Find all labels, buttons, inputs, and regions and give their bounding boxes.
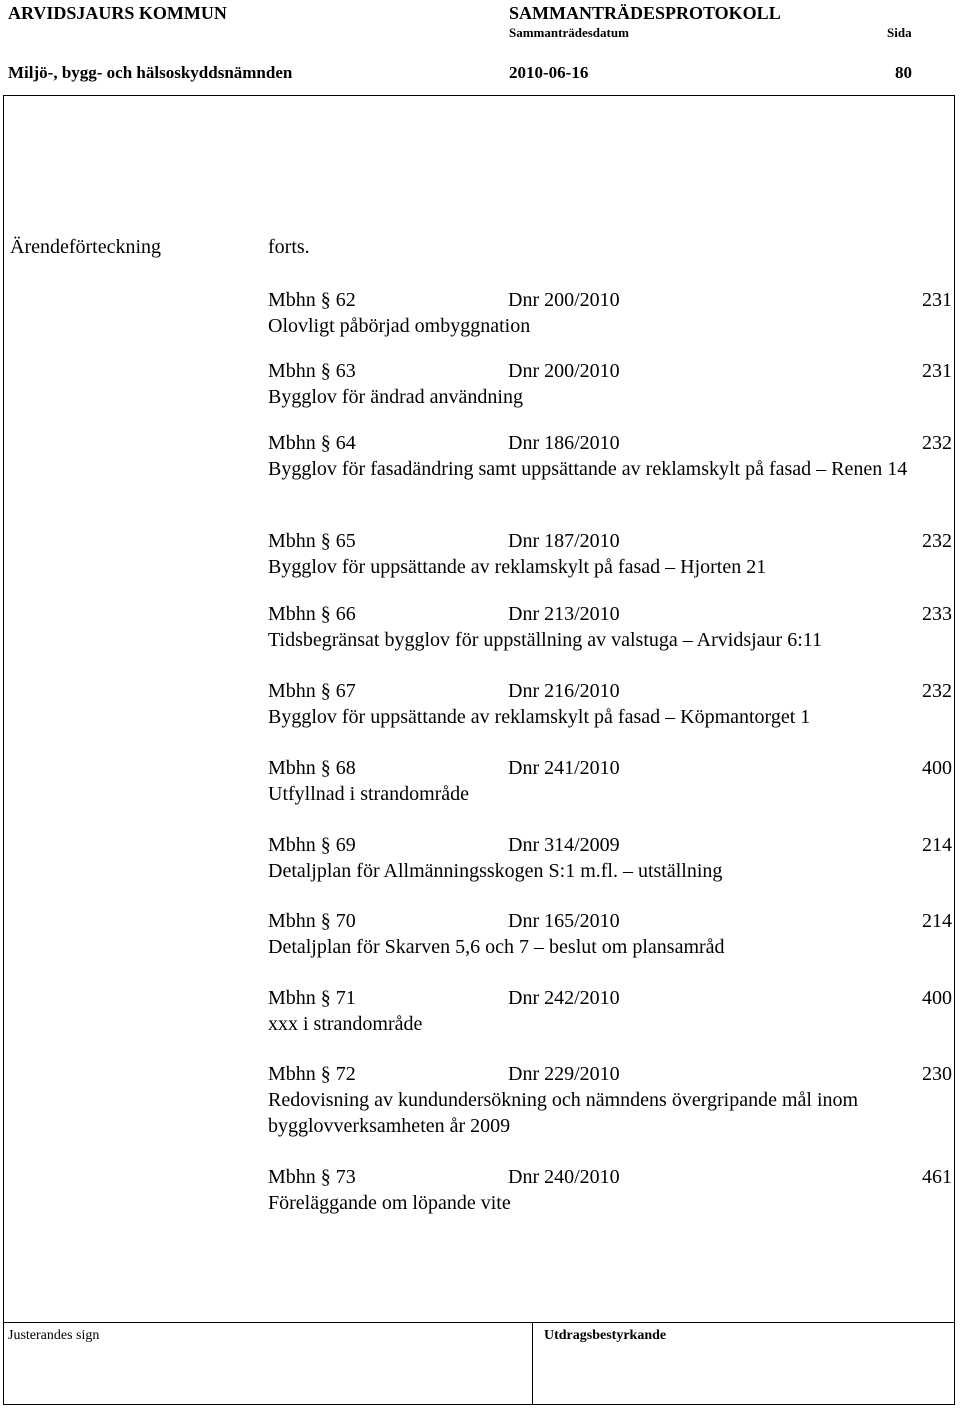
- meeting-date: 2010-06-16: [509, 63, 589, 82]
- entry-reference-row: [268, 832, 952, 858]
- footer-divider: [3, 1322, 955, 1323]
- entry-section-number: Mbhn § 71: [268, 987, 356, 1009]
- list-item: [268, 908, 952, 960]
- entry-section-number: Mbhn § 66: [268, 603, 356, 625]
- entry-diary-number: Dnr 229/2010: [508, 1063, 620, 1085]
- date-label: Sammanträdesdatum: [509, 25, 629, 40]
- entry-diary-number: Dnr 216/2010: [508, 680, 620, 702]
- list-item: [268, 528, 952, 580]
- index-title: Ärendeförteckning: [10, 236, 162, 258]
- entry-section-number: Mbhn § 62: [268, 289, 356, 311]
- entry-description: Redovisning av kundundersökning och nämndens övergripande mål inom bygglovverksamheten år 2009: [268, 1089, 859, 1137]
- entry-reference-row: [268, 601, 952, 627]
- entry-description: Utfyllnad i strandområde: [268, 783, 470, 805]
- entry-code: 214: [922, 834, 952, 856]
- entry-code: 461: [922, 1166, 952, 1188]
- entry-description: Olovligt påbörjad ombyggnation: [268, 315, 531, 337]
- entry-diary-number: Dnr 187/2010: [508, 530, 620, 552]
- adjuster-sign-label: Justerandes sign: [8, 1328, 100, 1343]
- list-item: [268, 1164, 952, 1216]
- entry-section-number: Mbhn § 69: [268, 834, 356, 856]
- entry-reference-row: [268, 1061, 952, 1087]
- entry-reference-row: [268, 528, 952, 554]
- list-item: [268, 985, 952, 1037]
- list-item: [268, 678, 952, 730]
- page-number: 80: [895, 63, 912, 82]
- entry-code: 232: [922, 530, 952, 552]
- document-type: SAMMANTRÄDESPROTOKOLL: [509, 3, 781, 23]
- entry-section-number: Mbhn § 72: [268, 1063, 356, 1085]
- entry-diary-number: Dnr 242/2010: [508, 987, 620, 1009]
- list-item: [268, 430, 952, 482]
- list-item: [268, 755, 952, 807]
- entry-reference-row: [268, 678, 952, 704]
- entry-description: Bygglov för ändrad användning: [268, 386, 523, 408]
- list-item: [268, 601, 952, 653]
- continued-label: forts.: [268, 236, 310, 258]
- committee-name: Miljö-, bygg- och hälsoskyddsnämnden: [8, 63, 293, 82]
- entry-section-number: Mbhn § 64: [268, 432, 356, 454]
- page-label: Sida: [887, 25, 912, 40]
- entry-code: 230: [922, 1063, 952, 1085]
- entry-reference-row: [268, 358, 952, 384]
- entry-code: 400: [922, 757, 952, 779]
- entry-reference-row: [268, 985, 952, 1011]
- list-item: [268, 832, 952, 884]
- entry-description: Bygglov för fasadändring samt uppsättande av reklamskylt på fasad – Renen 14: [268, 458, 908, 480]
- entry-code: 400: [922, 987, 952, 1009]
- entry-code: 232: [922, 680, 952, 702]
- entry-section-number: Mbhn § 73: [268, 1166, 356, 1188]
- entry-reference-row: [268, 287, 952, 313]
- entry-diary-number: Dnr 240/2010: [508, 1166, 620, 1188]
- entry-code: 232: [922, 432, 952, 454]
- entry-reference-row: [268, 908, 952, 934]
- entry-reference-row: [268, 755, 952, 781]
- entry-reference-row: [268, 1164, 952, 1190]
- entry-diary-number: Dnr 200/2010: [508, 360, 620, 382]
- entry-section-number: Mbhn § 65: [268, 530, 356, 552]
- entry-description: Bygglov för uppsättande av reklamskylt på fasad – Hjorten 21: [268, 556, 767, 578]
- entry-code: 233: [922, 603, 952, 625]
- entry-description: Tidsbegränsat bygglov för uppställning av valstuga – Arvidsjaur 6:11: [268, 629, 823, 651]
- entry-diary-number: Dnr 200/2010: [508, 289, 620, 311]
- entry-code: 231: [922, 360, 952, 382]
- entry-description: Detaljplan för Allmänningsskogen S:1 m.fl. – utställning: [268, 860, 723, 882]
- extract-certifying-label: Utdragsbestyrkande: [544, 1328, 667, 1343]
- list-item: [268, 1061, 952, 1139]
- list-item: [268, 287, 952, 339]
- entry-diary-number: Dnr 165/2010: [508, 910, 620, 932]
- organization-name: ARVIDSJAURS KOMMUN: [8, 3, 227, 23]
- entry-diary-number: Dnr 186/2010: [508, 432, 620, 454]
- entry-code: 231: [922, 289, 952, 311]
- entry-section-number: Mbhn § 63: [268, 360, 356, 382]
- entry-diary-number: Dnr 213/2010: [508, 603, 620, 625]
- entry-description: Detaljplan för Skarven 5,6 och 7 – beslut om plansamråd: [268, 936, 725, 958]
- entry-code: 214: [922, 910, 952, 932]
- entry-description: Föreläggande om löpande vite: [268, 1192, 511, 1214]
- footer-column-divider: [532, 1322, 533, 1405]
- entry-section-number: Mbhn § 68: [268, 757, 356, 779]
- entry-reference-row: [268, 430, 952, 456]
- entry-section-number: Mbhn § 67: [268, 680, 356, 702]
- entry-description: xxx i strandområde: [268, 1013, 423, 1035]
- entry-diary-number: Dnr 314/2009: [508, 834, 620, 856]
- entry-description: Bygglov för uppsättande av reklamskylt på fasad – Köpmantorget 1: [268, 706, 811, 728]
- entry-section-number: Mbhn § 70: [268, 910, 356, 932]
- list-item: [268, 358, 952, 410]
- entry-diary-number: Dnr 241/2010: [508, 757, 620, 779]
